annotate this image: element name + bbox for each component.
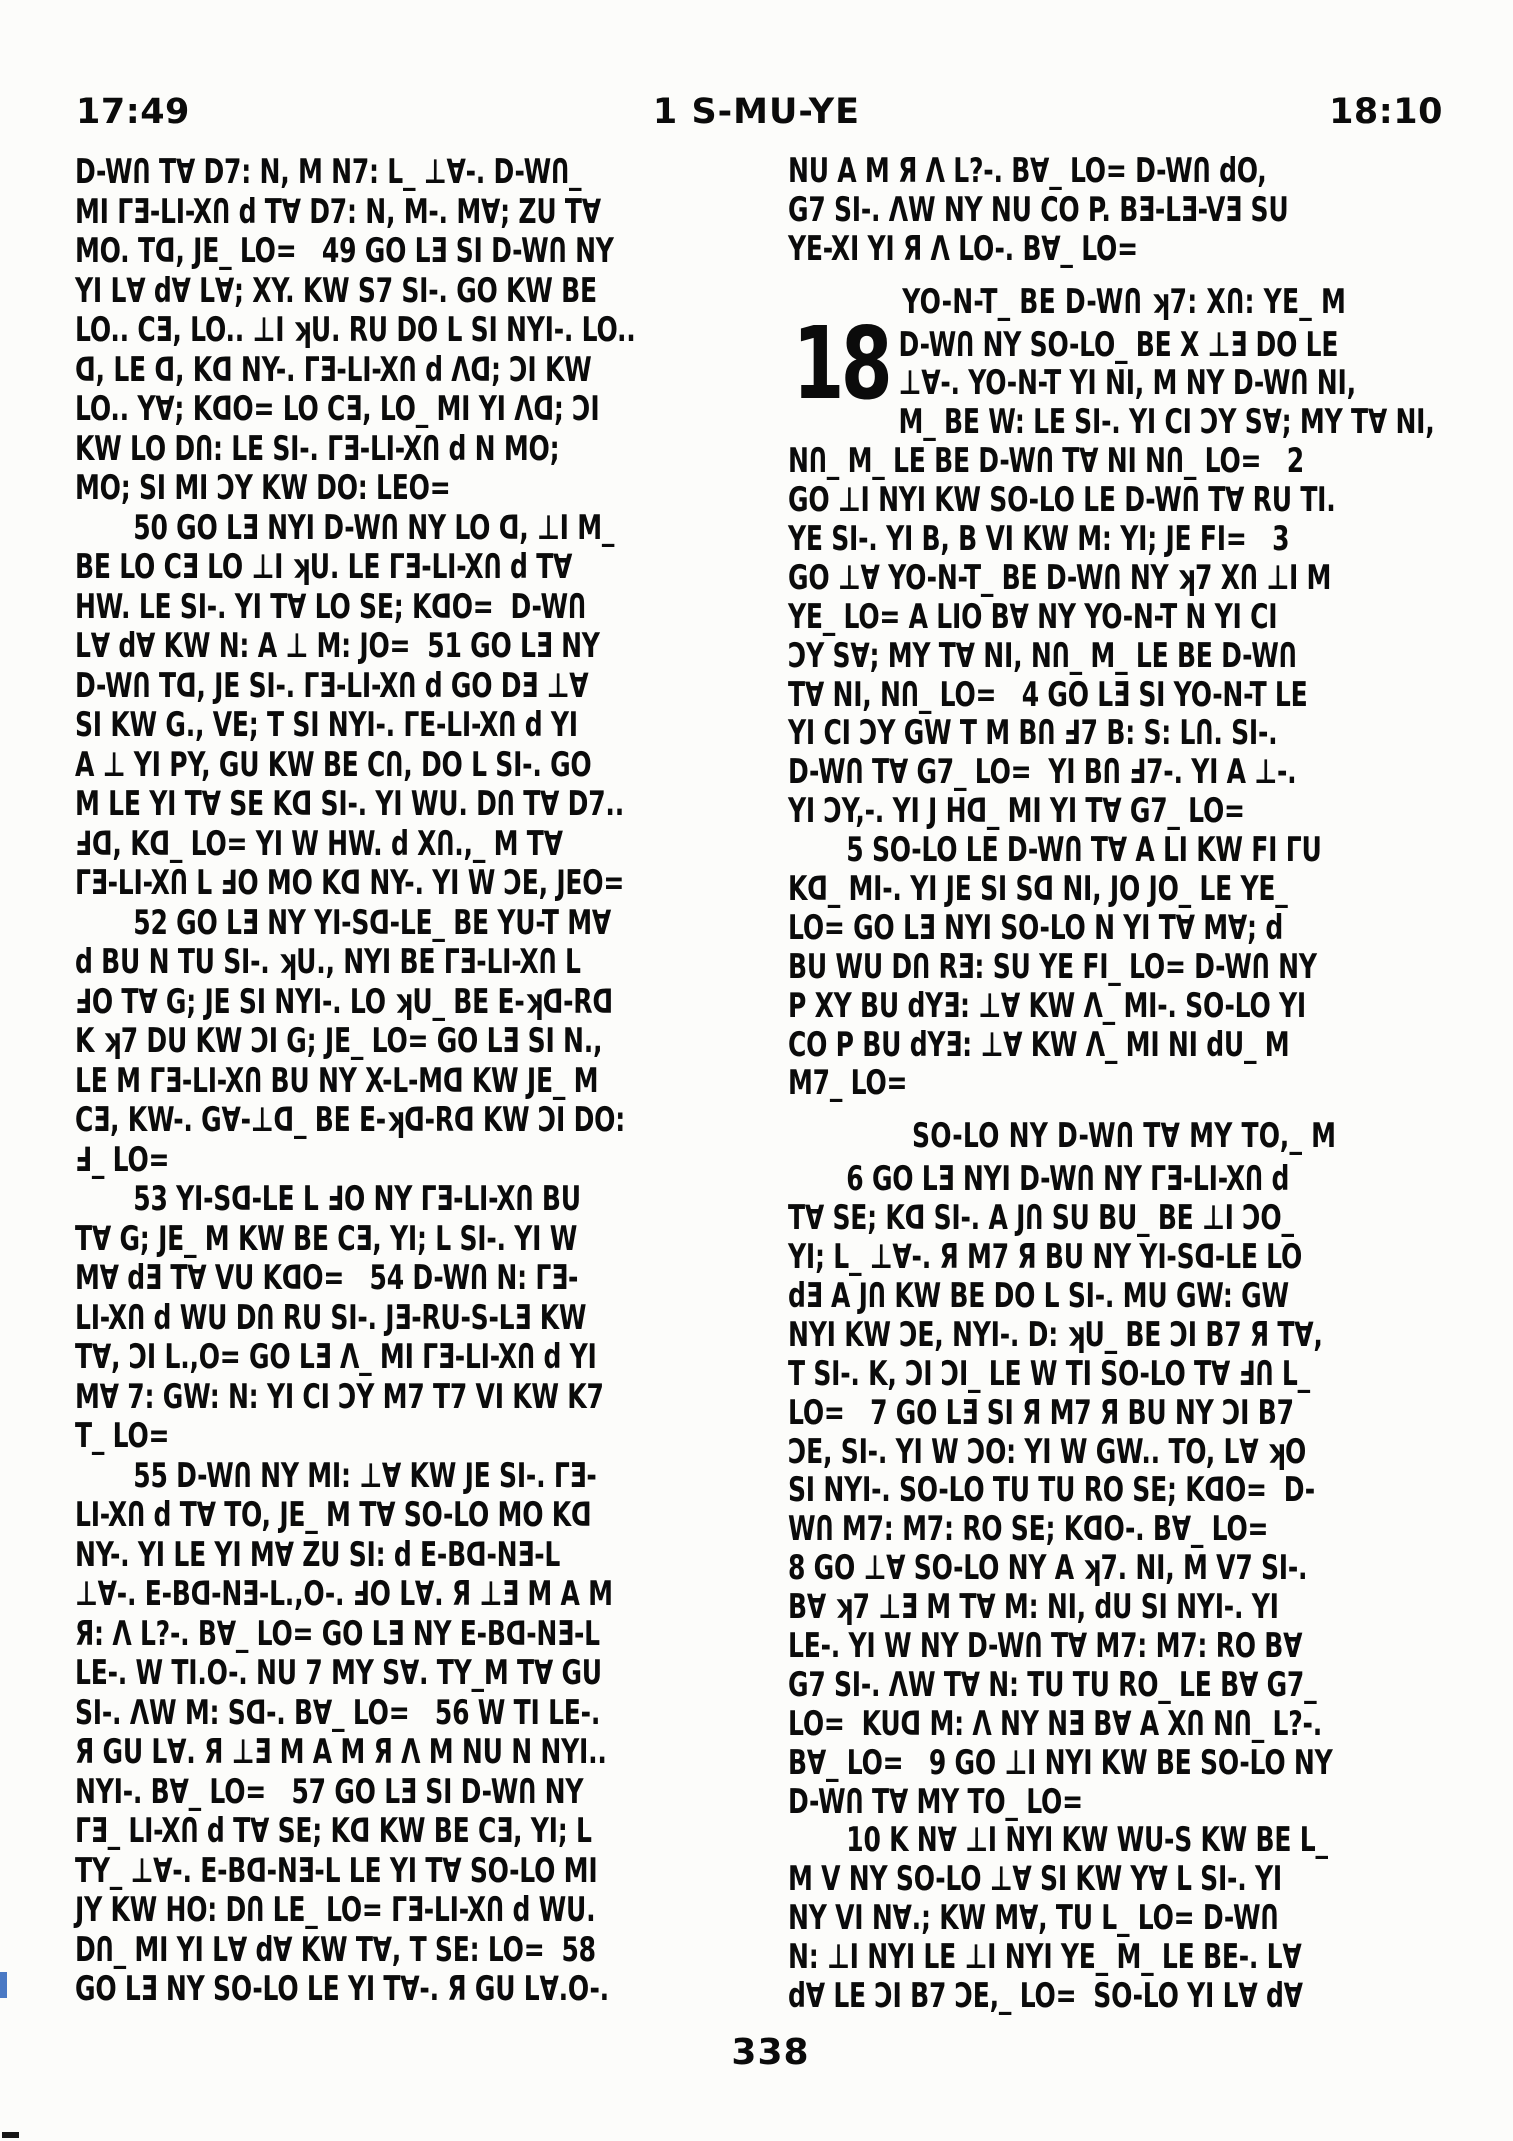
text-line: L∀ d∀ KW N: A ⊥ M: JO= 51 GO LƎ NY — [75, 626, 600, 665]
text-line: D-WՈ T∀ MY TO_ LO= — [788, 1781, 1083, 1821]
page-number: 338 — [731, 2032, 810, 2073]
text-line: YI CI ƆY GW T M BՈ Ⅎ7 B: S: LՈ. SI-. — [788, 713, 1278, 753]
text-line: 53 YI-Sᗡ-LE L ℲO NY ΓƎ-LI-XՈ BU — [133, 1179, 581, 1218]
text-line: SI-. ΛW M: Sᗡ-. B∀_ LO= 56 W TI LE-. — [75, 1692, 601, 1732]
text-line: YE SI-. YI B, B VI KW M: YI; JE FI= 3 — [788, 519, 1290, 559]
text-line: HW. LE SI-. YI T∀ LO SE; KᗡO= D-WՈ — [75, 586, 586, 626]
text-line: 5 SO-LO LE D-WՈ T∀ A LI KW FI ΓU — [846, 830, 1322, 870]
section-heading: SO-LO NY D-WՈ T∀ MY TO,_ M — [912, 1116, 1337, 1156]
right-column — [788, 152, 1460, 2016]
text-line: KW LO DՈ: LE SI-. ΓƎ-LI-XՈ d N MO; — [75, 428, 560, 468]
scan-artifact-blue-mark — [0, 1972, 7, 1998]
text-line: 6 GO LƎ NYI D-WՈ NY ΓƎ-LI-XՈ d — [846, 1159, 1290, 1199]
text-line: NU A M Я Λ L?-. B∀_ LO= D-WՈ dO, — [788, 151, 1267, 190]
text-line: M_ BE W: LE SI-. YI CI ƆY S∀; MY T∀ NI, — [898, 402, 1435, 442]
text-line: T∀ G; JE_ M KW BE CƎ, YI; L SI-. YI W — [75, 1218, 578, 1258]
text-line: M∀ dƎ T∀ VU KᗡO= 54 D-WՈ N: ΓƎ- — [75, 1258, 579, 1297]
text-line: YE-XI YI Я Λ LO-. B∀_ LO= — [788, 228, 1138, 268]
text-line: LE-. W TI.O-. NU 7 MY S∀. TY_M T∀ GU — [75, 1653, 602, 1692]
text-line: A ⊥ YI PY, GU KW BE CՈ, DO L SI-. GO — [75, 744, 592, 784]
text-line: N: ⊥I NYI LE ⊥I NYI YE_ M_ LE BE-. L∀ — [788, 1937, 1302, 1977]
text-line: GO ⊥∀ YO-N-T_ BE D-WՈ NY ʞ7 XՈ ⊥I M — [788, 557, 1332, 597]
text-line: B∀_ LO= 9 GO ⊥I NYI KW BE SO-LO NY — [788, 1742, 1333, 1782]
text-line: ⊥∀-. YO-N-T YI NI, M NY D-WՈ NI, — [898, 363, 1356, 403]
text-line: 50 GO LƎ NYI D-WՈ NY LO ᗡ, ⊥I M_ — [133, 507, 615, 547]
text-line: MI ΓƎ-LI-XՈ d T∀ D7: N, M-. M∀; ZU T∀ — [75, 191, 601, 231]
text-line: D-WՈ Tᗡ, JE SI-. ΓƎ-LI-XՈ d GO DƎ ⊥∀ — [75, 665, 589, 705]
text-line: T∀ SE; Kᗡ SI-. A JՈ SU BU_ BE ⊥I ƆO_ — [788, 1198, 1294, 1238]
text-line: GO ⊥I NYI KW SO-LO LE D-WՈ T∀ RU TI. — [788, 480, 1336, 520]
text-line: G7 SI-. ΛW NY NU CO P. BƎ-LƎ-VƎ SU — [788, 189, 1289, 229]
text-line: M7_ LO= — [788, 1063, 908, 1103]
text-line: Ⅎ_ LO= — [75, 1139, 170, 1179]
text-line: M LE YI T∀ SE Kᗡ SI-. YI WU. DՈ T∀ D7.. — [75, 784, 624, 823]
text-line: D-WՈ T∀ D7: N, M N7: L_ ⊥∀-. D-WՈ_ — [75, 152, 582, 191]
text-line: ΓƎ_ LI-XՈ d T∀ SE; Kᗡ KW BE CƎ, YI; L — [75, 1811, 592, 1850]
left-column — [75, 152, 747, 2009]
text-line: LO= GO LƎ NYI SO-LO N YI T∀ M∀; d — [788, 907, 1284, 947]
text-line: YI L∀ d∀ L∀; XY. KW S7 SI-. GO KW BE — [75, 270, 597, 310]
text-line: Kᗡ_ MI-. YI JE SI Sᗡ NI, JO JO_ LE YE_ — [788, 869, 1288, 909]
text-line: M∀ 7: GW: N: YI CI ƆY M7 T7 VI KW K7 — [75, 1376, 604, 1416]
scan-artifact-black-mark — [2, 2132, 19, 2138]
text-line: G7 SI-. ΛW T∀ N: TU TU RO_ LE B∀ G7_ — [788, 1664, 1317, 1704]
text-line: MO; SI MI ƆY KW DO: LEO= — [75, 468, 451, 507]
text-line: WՈ M7: M7: RO SE; KᗡO-. B∀_ LO= — [788, 1509, 1269, 1549]
text-line: ᗡ, LE ᗡ, Kᗡ NY-. ΓƎ-LI-XՈ d Λᗡ; ƆI KW — [75, 349, 592, 389]
text-line: CO P BU dYƎ: ⊥∀ KW Λ_ MI NI dU_ M — [788, 1024, 1290, 1064]
text-line: NYI-. B∀_ LO= 57 GO LƎ SI D-WՈ NY — [75, 1771, 584, 1811]
text-line: ƆY S∀; MY T∀ NI, NՈ_ M_ LE BE D-WՈ — [788, 635, 1297, 675]
text-line: D-WՈ NY SO-LO_ BE X ⊥Ǝ DO LE — [898, 324, 1339, 364]
text-line: 55 D-WՈ NY MI: ⊥∀ KW JE SI-. ΓƎ- — [133, 1455, 597, 1495]
text-line: TY_ ⊥∀-. E-Bᗡ-NƎ-L LE YI T∀ SO-LO MI — [75, 1850, 598, 1890]
text-line: LI-XՈ d WU DՈ RU SI-. JƎ-RU-S-LƎ KW — [75, 1297, 587, 1337]
text-line: K ʞ7 DU KW ƆI G; JE_ LO= GO LƎ SI N., — [75, 1021, 603, 1060]
text-line: NՈ_ M_ LE BE D-WՈ T∀ NI NՈ_ LO= 2 — [788, 441, 1304, 481]
text-line: YE_ LO= A LIO B∀ NY YO-N-T N YI CI — [788, 596, 1278, 636]
text-line: LO.. CƎ, LO.. ⊥I ʞU. RU DO L SI NYI-. LO.. — [75, 310, 636, 349]
text-line: 52 GO LƎ NY YI-Sᗡ-LE_ BE YU-T M∀ — [133, 902, 612, 942]
text-line: JY KW HO: DՈ LE_ LO= ΓƎ-LI-XՈ d WU. — [75, 1890, 596, 1929]
text-line: NYI KW ƆE, NYI-. D: ʞU_ BE ƆI B7 Я T∀, — [788, 1314, 1323, 1354]
text-line: CƎ, KW-. G∀-⊥ᗡ_ BE E-ʞᗡ-Rᗡ KW ƆI DO: — [75, 1100, 625, 1139]
text-line: d∀ LE ƆI B7 ƆE,_ LO= SO-LO YI L∀ d∀ — [788, 1975, 1303, 2015]
text-line: LO.. Y∀; KᗡO= LO CƎ, LO_ MI YI Λᗡ; ƆI — [75, 389, 600, 428]
text-line: 8 GO ⊥∀ SO-LO NY A ʞ7. NI, M V7 SI-. — [788, 1548, 1308, 1588]
text-line: ℲO T∀ G; JE SI NYI-. LO ʞU_ BE E-ʞᗡ-Rᗡ — [75, 981, 613, 1021]
text-line: YI; L_ ⊥∀-. Я M7 Я BU NY YI-Sᗡ-LE LO — [788, 1237, 1303, 1277]
text-line: 10 K N∀ ⊥I NYI KW WU-S KW BE L_ — [846, 1820, 1328, 1860]
text-line: LI-XՈ d T∀ TO, JE_ M T∀ SO-LO MO Kᗡ — [75, 1495, 592, 1534]
text-line: ƆE, SI-. YI W ƆO: YI W GW.. TO, L∀ ʞO — [788, 1431, 1307, 1471]
text-line: Я: Λ L?-. B∀_ LO= GO LƎ NY E-Bᗡ-NƎ-L — [75, 1613, 600, 1653]
text-line: T∀, ƆI L.,O= GO LƎ Λ_ MI ΓƎ-LI-XՈ d YI — [75, 1337, 597, 1376]
text-line: dƎ A JՈ KW BE DO L SI-. MU GW: GW — [788, 1275, 1289, 1315]
text-line: SI NYI-. SO-LO TU TU RO SE; KᗡO= D- — [788, 1470, 1315, 1510]
text-line: d BU N TU SI-. ʞU., NYI BE ΓƎ-LI-XՈ L — [75, 942, 581, 981]
text-line: T∀ NI, NՈ_ LO= 4 GO LƎ SI YO-N-T LE — [788, 674, 1308, 714]
text-line: B∀ ʞ7 ⊥Ǝ M T∀ M: NI, dU SI NYI-. YI — [788, 1587, 1279, 1627]
chapter-number-dropcap: 18 — [792, 304, 889, 422]
text-line: BE LO CƎ LO ⊥I ʞU. LE ΓƎ-LI-XՈ d T∀ — [75, 547, 573, 586]
text-line: D-WՈ T∀ G7_ LO= YI BՈ Ⅎ7-. YI A ⊥-. — [788, 752, 1297, 792]
header-verse-ref-right: 18:10 — [1329, 92, 1443, 132]
text-line: YI ƆY,-. YI J Hᗡ_ MI YI T∀ G7_ LO= — [788, 791, 1245, 831]
text-line: ⊥∀-. E-Bᗡ-NƎ-L.,O-. ℲO L∀. Я ⊥Ǝ M A M — [75, 1574, 613, 1613]
section-heading: YO-N-T_ BE D-WՈ ʞ7: XՈ: YE_ M — [902, 281, 1347, 321]
text-line: MO. Tᗡ, JE_ LO= 49 GO LƎ SI D-WՈ NY — [75, 231, 614, 270]
text-line: GO LƎ NY SO-LO LE YI T∀-. Я GU L∀.O-. — [75, 1969, 609, 2008]
text-line: Ⅎᗡ, Kᗡ_ LO= YI W HW. d XՈ.,_ M T∀ — [75, 823, 563, 863]
text-line: LO= 7 GO LƎ SI Я M7 Я BU NY ƆI B7 — [788, 1392, 1294, 1432]
text-line: LE-. YI W NY D-WՈ T∀ M7: M7: RO B∀ — [788, 1625, 1303, 1665]
text-line: LO= KUᗡ M: Λ NY NƎ B∀ A XՈ NՈ_ L?-. — [788, 1703, 1322, 1743]
text-line: ΓƎ-LI-XՈ L ℲO MO Kᗡ NY-. YI W ƆE, JEO= — [75, 863, 625, 902]
text-line: NY VI N∀.; KW M∀, TU L_ LO= D-WՈ — [788, 1898, 1279, 1938]
header-book-title: 1 S-MU-YE — [652, 92, 861, 132]
text-line: BU WU DՈ RƎ: SU YE FI_ LO= D-WՈ NY — [788, 946, 1317, 986]
text-line: T SI-. K, ƆI ƆI_ LE W TI SO-LO T∀ ℲՈ L_ — [788, 1353, 1310, 1393]
text-line: M V NY SO-LO ⊥∀ SI KW Y∀ L SI-. YI — [788, 1859, 1282, 1899]
text-line: DՈ_ MI YI L∀ d∀ KW T∀, T SE: LO= 58 — [75, 1929, 596, 1969]
header-verse-ref-left: 17:49 — [76, 92, 190, 132]
text-line: P XY BU dYƎ: ⊥∀ KW Λ_ MI-. SO-LO YI — [788, 985, 1306, 1025]
text-line: T_ LO= — [75, 1416, 170, 1455]
text-line: LE M ΓƎ-LI-XՈ BU NY X-L-Mᗡ KW JE_ M — [75, 1060, 599, 1100]
text-line: SI KW G., VE; T SI NYI-. ΓE-LI-XՈ d YI — [75, 705, 578, 744]
text-line: Я GU L∀. Я ⊥Ǝ M A M Я Λ M NU N NYI.. — [75, 1732, 607, 1771]
text-line: NY-. YI LE YI M∀ ZU SI: d E-Bᗡ-NƎ-L — [75, 1534, 561, 1574]
